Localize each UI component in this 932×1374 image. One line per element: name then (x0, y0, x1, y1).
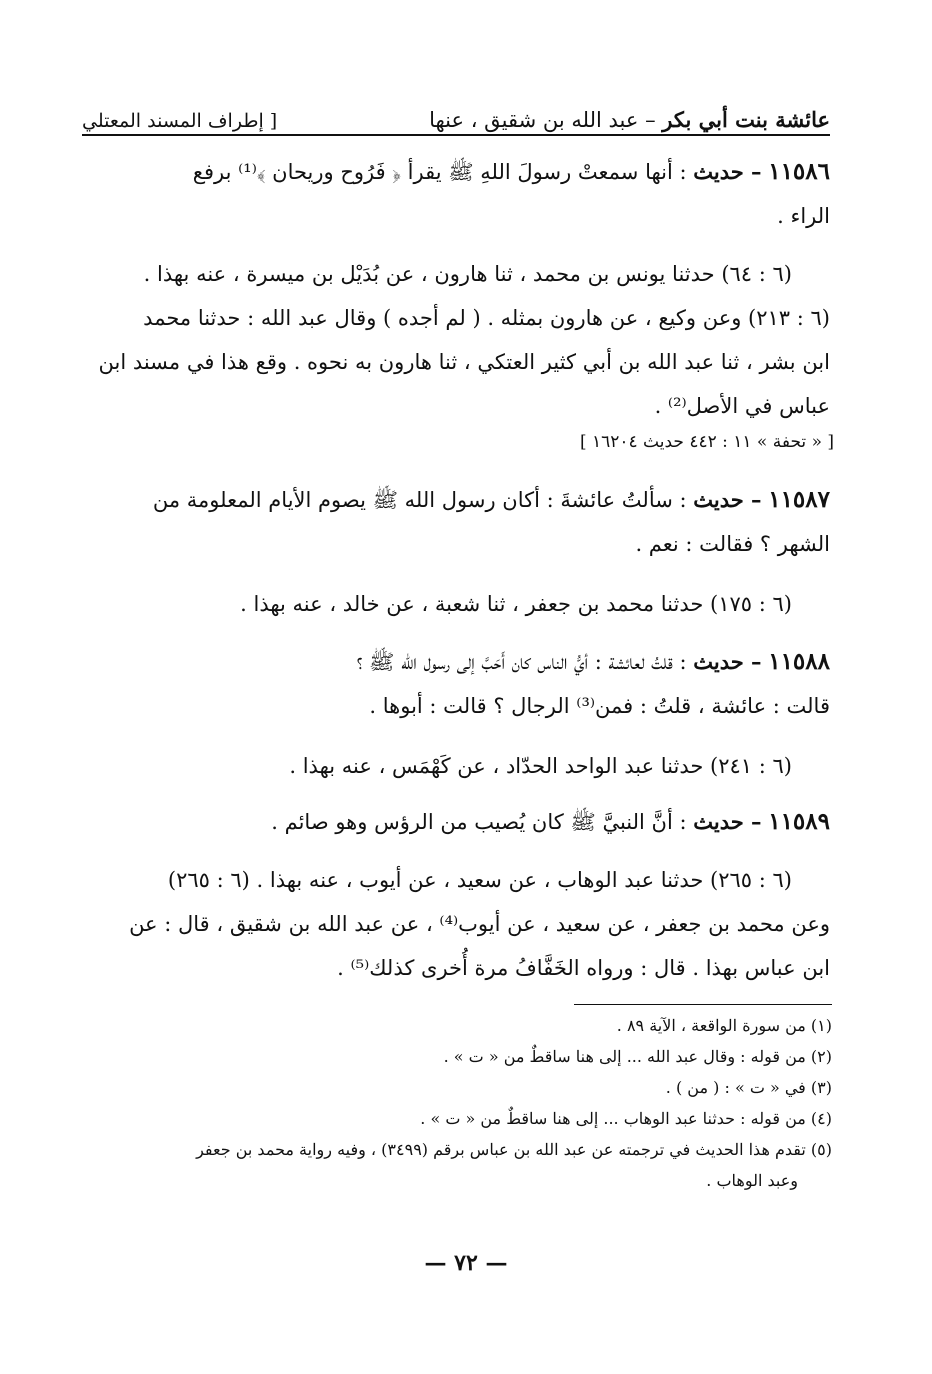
footnote-continuation: وعبد الوهاب . (706, 1171, 798, 1190)
hadith-number: ١١٥٨٦ (768, 158, 830, 185)
header-divider (82, 134, 830, 136)
hadith-text-line (82, 478, 830, 522)
source-line: (٦ : ٦٤) حدثنا يونس بن محمد ، ثنا هارون ، عن بُدَيْل بن ميسرة ، عنه بهذا . (143, 262, 792, 286)
source-line: ابن عباس بهذا . قال : ورواه الخَفَّافُ مرة أُخرى كذلك⁽⁵⁾ . (337, 956, 830, 980)
hadith-text-line (82, 150, 830, 194)
footnote: (٣) في « ت » : ( من ) . (665, 1078, 832, 1097)
hadith-entry-11586 (82, 150, 830, 238)
hadith-entry-11588 (82, 640, 830, 728)
header-chapter-name: عائشة بنت أبي بكر (662, 107, 830, 132)
source-line: عباس في الأصل⁽²⁾ . (654, 394, 830, 418)
hadith-text-line (82, 800, 830, 844)
running-header (82, 88, 830, 132)
hadith-text: : أنَّ النبيَّ ﷺ كان يُصيب من الرؤس وهو صائم . (271, 810, 694, 834)
header-chapter-detail: – عبد الله بن شقيق ، عنها (429, 108, 663, 132)
source-line: (٦ : ١٧٥) حدثنا محمد بن جعفر ، ثنا شعبة ، عن خالد ، عنه بهذا . (240, 592, 792, 616)
tuhfa-reference: [ « تحفة » ١١ : ٤٤٢ حديث ١٦٢٠٤ ] (579, 432, 834, 452)
hadith-text-line: قالت : عائشة ، قلتُ : فمن⁽³⁾ الرجال ؟ قالت : أبوها . (369, 694, 830, 718)
hadith-text-line (82, 640, 830, 684)
source-line: (٦ : ٢١٣) وعن وكيع ، عن هارون بمثله . ( لم أجده ) وقال عبد الله : حدثنا محمد (143, 306, 830, 330)
header-right-title (429, 107, 830, 132)
hadith-text-line: الشهر ؟ فقالت : نعم . (635, 532, 830, 556)
source-line: ابن بشر ، ثنا عبد الله بن أبي كثير العتكي ، ثنا هارون به نحوه . وقع هذا في مسند ابن (98, 350, 830, 374)
hadith-keyword: – حديث (693, 649, 762, 674)
hadith-text: : قلتُ لعائشة : أيُّ الناس كان أَحَبَّ إلى رسول الله ﷺ ؟ (356, 650, 694, 674)
hadith-keyword: – حديث (693, 159, 762, 184)
hadith-keyword: – حديث (693, 487, 762, 512)
footnote: (١) من سورة الواقعة ، الآية ٨٩ . (616, 1016, 832, 1035)
footnote: (٥) تقدم هذا الحديث في ترجمته عن عبد الله بن عباس برقم (٣٤٩٩) ، وفيه رواية محمد بن جعفر (196, 1140, 832, 1159)
footnote: (٤) من قوله : حدثنا عبد الوهاب ... إلى هنا ساقطٌ من « ت » . (420, 1109, 832, 1128)
footnote-divider (574, 1004, 832, 1005)
source-line: (٦ : ٢٤١) حدثنا عبد الواحد الحدّاد ، عن كَهْمَس ، عنه بهذا . (289, 754, 792, 778)
hadith-entry-11589 (82, 800, 830, 844)
hadith-entry-11587 (82, 478, 830, 566)
source-line: وعن محمد بن جعفر ، عن سعيد ، عن أيوب⁽⁴⁾ ، عن عبد الله بن شقيق ، قال : عن (129, 912, 830, 936)
hadith-text: : أنها سمعتْ رسولَ اللهِ ﷺ يقرأ ﴿ فَرُوح وريحان ﴾⁽¹⁾ برفع (192, 160, 694, 184)
footnotes (82, 1010, 832, 1196)
hadith-number: ١١٥٨٨ (768, 648, 830, 675)
page-number: — ٧٢ — (424, 1250, 508, 1276)
source-line: (٦ : ٢٦٥) حدثنا عبد الوهاب ، عن سعيد ، عن أيوب ، عنه بهذا . (٦ : ٢٦٥) (167, 868, 792, 892)
header-book-title: [ إطراف المسند المعتلي (82, 110, 278, 132)
hadith-number: ١١٥٨٧ (768, 486, 830, 513)
hadith-text-line: الراء . (777, 204, 830, 228)
hadith-keyword: – حديث (693, 809, 762, 834)
hadith-text: : سألتُ عائشةَ : أكان رسول الله ﷺ يصوم الأيام المعلومة من (152, 488, 694, 512)
hadith-number: ١١٥٨٩ (768, 808, 830, 835)
footnote: (٢) من قوله : وقال عبد الله ... إلى هنا ساقطٌ من « ت » . (443, 1047, 832, 1066)
